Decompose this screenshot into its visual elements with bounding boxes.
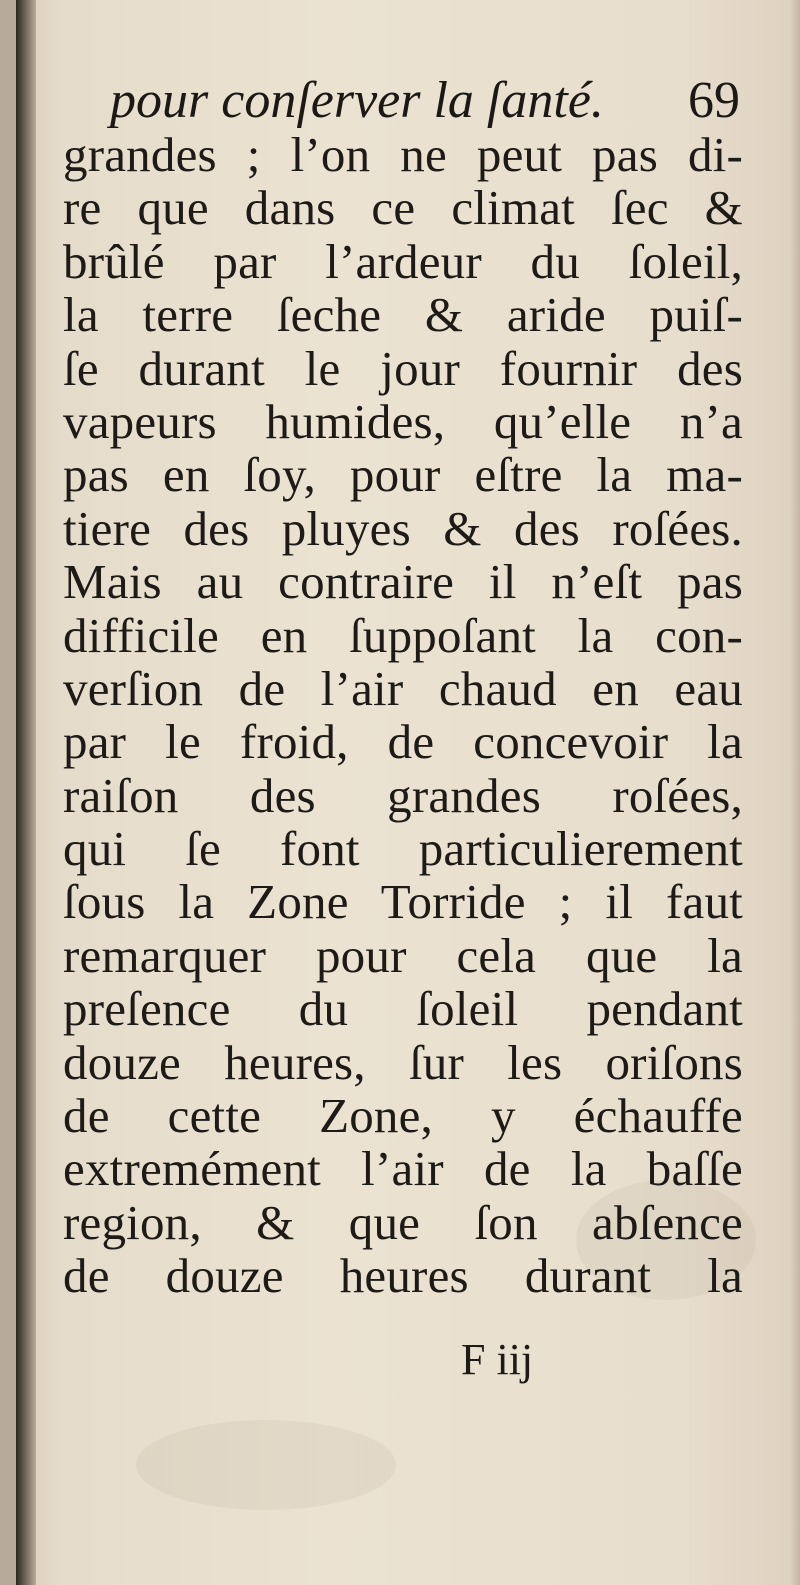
text-line: brûlé par l’ardeur du ſoleil, xyxy=(63,233,743,289)
text-line: grandes ; l’on ne peut pas di- xyxy=(63,127,743,182)
text-line: difficile en ſuppoſant la con- xyxy=(63,607,743,663)
text-line: raiſon des grandes roſées, xyxy=(63,767,743,823)
page-edge-shadow xyxy=(790,0,800,1585)
text-line: la terre ſeche & aride puiſ- xyxy=(63,287,743,343)
text-line: remarquer pour cela que la xyxy=(63,927,743,983)
text-line: qui ſe font particulierement xyxy=(63,821,743,877)
text-line: ſe durant le jour fournir des xyxy=(63,340,743,396)
text-line: de douze heures durant la xyxy=(63,1248,743,1304)
binding-gutter xyxy=(16,0,36,1585)
text-line: preſence du ſoleil pendant xyxy=(63,981,743,1037)
text-line: de cette Zone, y échauffe xyxy=(63,1088,743,1144)
book-page xyxy=(16,0,800,1585)
text-line: verſion de l’air chaud en eau xyxy=(63,660,743,716)
text-line: douze heures, ſur les oriſons xyxy=(63,1034,743,1090)
paper-stain xyxy=(136,1420,396,1510)
page-header xyxy=(90,66,740,136)
text-line: par le froid, de concevoir la xyxy=(63,714,743,770)
text-line: vapeurs humides, qu’elle n’a xyxy=(63,393,743,449)
text-line: extremément l’air de la baſſe xyxy=(63,1141,743,1197)
text-line: region, & que ſon abſence xyxy=(63,1194,743,1250)
text-line: Mais au contraire il n’eſt pas xyxy=(63,554,743,610)
text-line: ſous la Zone Torride ; il faut xyxy=(63,874,743,930)
text-line: tiere des pluyes & des roſées. xyxy=(63,500,743,556)
text-line: re que dans ce climat ſec & xyxy=(63,180,743,236)
body-text xyxy=(63,128,743,1303)
signature-mark: F iij xyxy=(461,1335,534,1384)
text-line: pas en ſoy, pour eſtre la ma- xyxy=(63,447,743,503)
running-head: pour conſerver la ſanté. xyxy=(110,72,604,129)
page-number: 69 xyxy=(688,72,740,129)
